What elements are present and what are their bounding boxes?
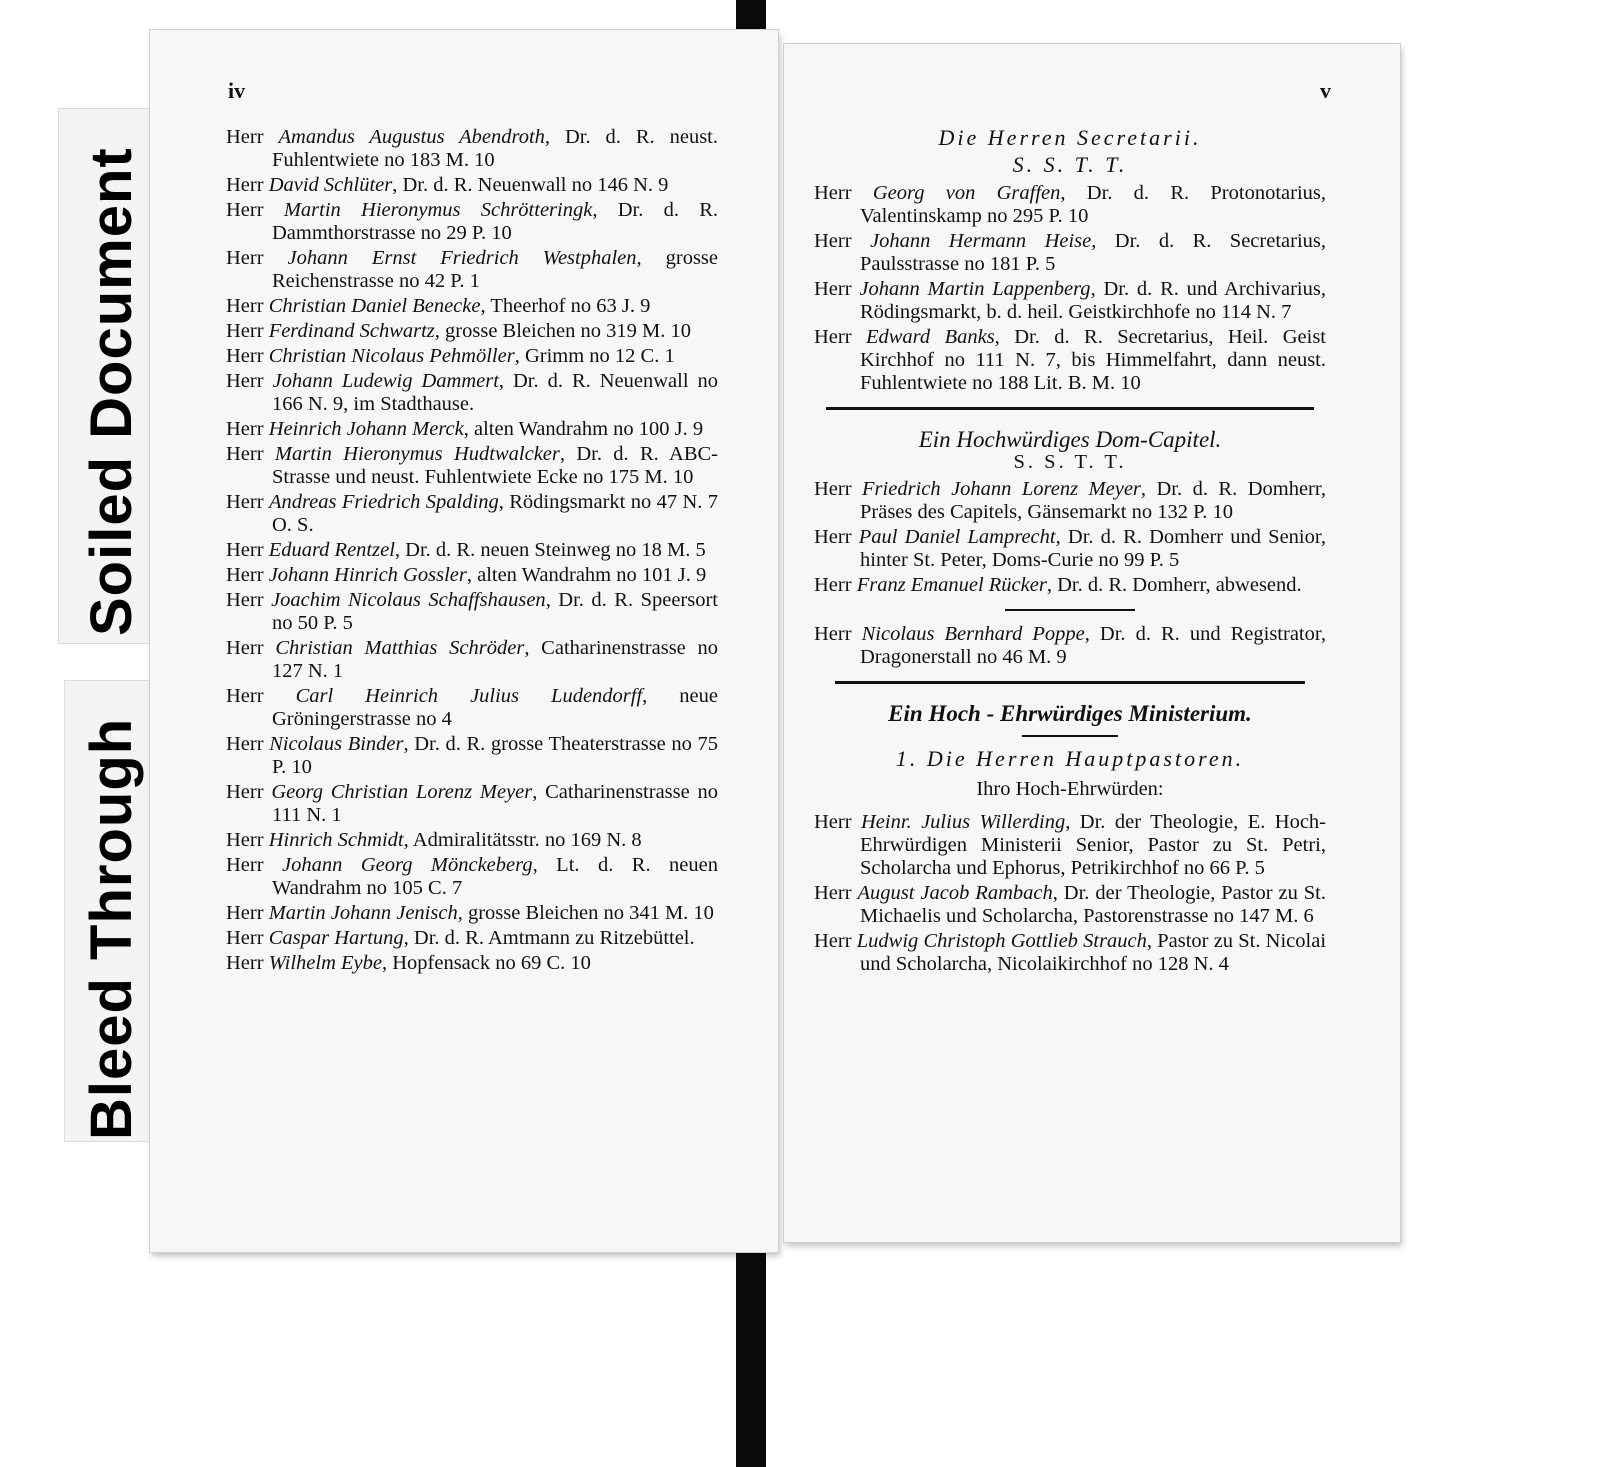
entry-details: , Dr. d. R. neuen Steinweg no 18 M. 5 xyxy=(394,539,706,561)
directory-entry xyxy=(226,829,718,852)
entry-name: Ludwig Christoph Gottlieb Strauch xyxy=(856,930,1147,952)
right-page-number: v xyxy=(1320,78,1331,103)
entry-details: , Dr. d. R. grosse Theaterstrasse no 75 P. 10 xyxy=(272,733,719,778)
hauptpastoren-title: 1. Die Herren Hauptpastoren. xyxy=(895,746,1245,771)
entry-prefix: Herr xyxy=(226,126,264,148)
entry-name: David Schlüter xyxy=(268,174,393,196)
domcapitel-subheading: S. S. T. T. xyxy=(1013,451,1127,473)
directory-entry xyxy=(814,930,1326,976)
entry-name: Edward Banks xyxy=(865,326,995,348)
binding-strip-bottom xyxy=(736,1250,766,1467)
domcapitel-entries xyxy=(814,478,1326,597)
entry-name: Wilhelm Eybe xyxy=(268,952,382,974)
entry-details: , grosse Bleichen no 319 M. 10 xyxy=(434,320,692,342)
entry-prefix: Herr xyxy=(814,278,852,300)
entry-name: Georg von Graffen xyxy=(872,182,1061,204)
entry-name: Johann Ludewig Dammert xyxy=(272,370,499,392)
directory-entry xyxy=(814,230,1326,276)
entry-details: , neue Gröningerstrasse no 4 xyxy=(272,685,719,730)
directory-entry xyxy=(814,182,1326,228)
entry-prefix: Herr xyxy=(814,882,852,904)
directory-entry xyxy=(226,491,718,537)
entry-details: , alten Wandrahm no 101 J. 9 xyxy=(466,564,707,586)
directory-entry xyxy=(226,418,718,441)
entry-prefix: Herr xyxy=(226,927,264,949)
secretarii-entries xyxy=(814,182,1326,395)
entry-details: , Dr. der Theologie, E. Hoch-Ehrwürdigen Ministerii Senior, Pastor zu St. Petri, Scholarcha und Ephorus, Petrikirchhof no 66 P. 5 xyxy=(860,811,1327,879)
entry-details: , Dr. d. R. Neuenwall no 146 N. 9 xyxy=(392,174,669,196)
entry-prefix: Herr xyxy=(226,637,264,659)
hauptpastoren-entries xyxy=(814,811,1326,976)
entry-details: , Theerhof no 63 J. 9 xyxy=(480,295,651,317)
side-label-soiled-document: Soiled Document xyxy=(79,147,144,636)
entry-prefix: Herr xyxy=(226,952,264,974)
directory-entry xyxy=(814,811,1326,880)
entry-prefix: Herr xyxy=(226,295,264,317)
entry-prefix: Herr xyxy=(226,564,264,586)
right-content xyxy=(814,126,1326,978)
entry-details: , Dr. d. R. Secretarius, Paulsstrasse no 181 P. 5 xyxy=(860,230,1326,275)
entry-name: Johann Martin Lappenberg xyxy=(859,278,1091,300)
section-divider-2 xyxy=(835,681,1305,684)
entry-prefix: Herr xyxy=(226,418,264,440)
entry-name: Ferdinand Schwartz xyxy=(268,320,435,342)
directory-entry xyxy=(226,345,718,368)
entry-prefix: Herr xyxy=(226,247,264,269)
section-divider-1 xyxy=(826,407,1314,410)
entry-name: Eduard Rentzel xyxy=(268,539,395,561)
entry-details: , Lt. d. R. neuen Wandrahm no 105 C. 7 xyxy=(272,854,718,899)
entry-name: Hinrich Schmidt xyxy=(268,829,404,851)
entry-name: Martin Hieronymus Schrötteringk xyxy=(283,199,593,221)
ministerium-heading: Ein Hoch - Ehrwürdiges Ministerium. xyxy=(888,701,1252,726)
directory-entry xyxy=(226,370,718,416)
entry-prefix: Herr xyxy=(226,829,264,851)
directory-entry xyxy=(226,685,718,731)
entry-details: , Dr. d. R. und Registrator, Dragonerstall no 46 M. 9 xyxy=(860,623,1327,668)
secretarii-subheading: S. S. T. T. xyxy=(1012,152,1128,177)
entry-name: Martin Hieronymus Hudtwalcker xyxy=(274,443,560,465)
directory-entry xyxy=(226,295,718,318)
entry-details: , Dr. d. R. Amtmann zu Ritzebüttel. xyxy=(403,927,695,949)
entry-prefix: Herr xyxy=(226,491,264,513)
directory-entry xyxy=(226,199,718,245)
entry-details: , Dr. d. R. Speersort no 50 P. 5 xyxy=(272,589,719,634)
entry-prefix: Herr xyxy=(226,199,264,221)
entry-name: Andreas Friedrich Spalding xyxy=(268,491,499,513)
right-page xyxy=(784,44,1400,1242)
domcapitel-heading: Ein Hochwürdiges Dom-Capitel. xyxy=(918,427,1222,452)
entry-prefix: Herr xyxy=(226,370,264,392)
entry-name: Heinr. Julius Willerding xyxy=(860,811,1066,833)
entry-prefix: Herr xyxy=(814,623,852,645)
entry-prefix: Herr xyxy=(226,685,264,707)
entry-name: Martin Johann Jenisch xyxy=(268,902,458,924)
short-divider-1 xyxy=(1005,609,1135,611)
left-page-number: iv xyxy=(228,78,246,103)
entry-prefix: Herr xyxy=(226,781,264,803)
entry-details: , Admiralitätsstr. no 169 N. 8 xyxy=(403,829,642,851)
entry-prefix: Herr xyxy=(226,539,264,561)
entry-prefix: Herr xyxy=(814,811,852,833)
directory-entry xyxy=(226,927,718,950)
entry-name: Amandus Augustus Abendroth xyxy=(278,126,545,148)
entry-prefix: Herr xyxy=(814,182,852,204)
entry-prefix: Herr xyxy=(814,930,852,952)
entry-details: , grosse Reichenstrasse no 42 P. 1 xyxy=(272,247,718,292)
entry-name: Heinrich Johann Merck xyxy=(268,418,464,440)
salutation: Ihro Hoch-Ehrwürden: xyxy=(976,778,1164,800)
directory-entry xyxy=(226,564,718,587)
entry-name: Nicolaus Bernhard Poppe xyxy=(861,623,1085,645)
directory-entry xyxy=(814,623,1326,669)
entry-details: , Hopfensack no 69 C. 10 xyxy=(381,952,591,974)
entry-name: Franz Emanuel Rücker xyxy=(856,574,1047,596)
directory-entry xyxy=(814,574,1326,597)
directory-entry xyxy=(814,526,1326,572)
secretarii-heading: Die Herren Secretarii. xyxy=(938,125,1202,150)
entry-name: Joachim Nicolaus Schaffshausen xyxy=(271,589,546,611)
entry-prefix: Herr xyxy=(814,326,852,348)
entry-details: , grosse Bleichen no 341 M. 10 xyxy=(457,902,714,924)
entry-details: , Catharinenstrasse no 111 N. 1 xyxy=(272,781,718,826)
left-page xyxy=(150,30,778,1252)
entry-prefix: Herr xyxy=(226,320,264,342)
directory-entry xyxy=(814,326,1326,395)
entry-details: , Dr. d. R. ABC-Strasse und neust. Fuhlentwiete Ecke no 175 M. 10 xyxy=(272,443,718,488)
entry-details: , Grimm no 12 C. 1 xyxy=(514,345,675,367)
entry-details: , Rödingsmarkt no 47 N. 7 O. S. xyxy=(272,491,719,536)
left-entry-list xyxy=(226,126,718,977)
entry-name: Friedrich Johann Lorenz Meyer xyxy=(862,478,1141,500)
directory-entry xyxy=(226,902,718,925)
entry-prefix: Herr xyxy=(814,526,852,548)
entry-details: , Dr. d. R. und Archivarius, Rödingsmarkt, b. d. heil. Geistkirchhofe no 114 N. 7 xyxy=(860,278,1326,323)
entry-name: Johann Hermann Heise xyxy=(869,230,1092,252)
entry-prefix: Herr xyxy=(226,345,264,367)
entry-details: , alten Wandrahm no 100 J. 9 xyxy=(463,418,704,440)
registrator-entry xyxy=(814,623,1326,669)
entry-details: , Dr. d. R. Secretarius, Heil. Geist Kirchhof no 111 N. 7, bis Himmelfahrt, dann neust. Fuhlentwiete no 188 Lit. B. M. 10 xyxy=(860,326,1327,394)
directory-entry xyxy=(226,952,718,975)
entry-name: Paul Daniel Lamprecht xyxy=(858,526,1056,548)
entry-prefix: Herr xyxy=(814,478,852,500)
directory-entry xyxy=(226,589,718,635)
entry-details: , Dr. d. R. neust. Fuhlentwiete no 183 M. 10 xyxy=(272,126,719,171)
entry-prefix: Herr xyxy=(226,902,264,924)
entry-prefix: Herr xyxy=(814,230,852,252)
directory-entry xyxy=(814,278,1326,324)
entry-name: Christian Matthias Schröder xyxy=(275,637,525,659)
entry-prefix: Herr xyxy=(226,443,264,465)
directory-entry xyxy=(226,443,718,489)
directory-entry xyxy=(226,733,718,779)
entry-name: Johann Hinrich Gossler xyxy=(268,564,467,586)
entry-prefix: Herr xyxy=(814,574,852,596)
entry-prefix: Herr xyxy=(226,733,264,755)
directory-entry xyxy=(226,126,718,172)
entry-name: Johann Georg Mönckeberg xyxy=(282,854,533,876)
directory-entry xyxy=(814,478,1326,524)
directory-entry xyxy=(226,174,718,197)
entry-name: Caspar Hartung xyxy=(268,927,404,949)
entry-name: Nicolaus Binder xyxy=(269,733,404,755)
entry-details: , Dr. d. R. Domherr und Senior, hinter St. Peter, Doms-Curie no 99 P. 5 xyxy=(860,526,1327,571)
entry-details: , Dr. d. R. Dammthorstrasse no 29 P. 10 xyxy=(272,199,719,244)
entry-details: , Dr. der Theologie, Pastor zu St. Michaelis und Scholarcha, Pastorenstrasse no 147 M. 6 xyxy=(860,882,1327,927)
entry-name: Johann Ernst Friedrich Westphalen xyxy=(287,247,637,269)
entry-details: , Dr. d. R. Neuenwall no 166 N. 9, im Stadthause. xyxy=(272,370,718,415)
directory-entry xyxy=(226,781,718,827)
entry-details: , Pastor zu St. Nicolai und Scholarcha, Nicolaikirchhof no 128 N. 4 xyxy=(860,930,1327,975)
entry-name: Carl Heinrich Julius Ludendorff xyxy=(295,685,643,707)
entry-prefix: Herr xyxy=(226,589,264,611)
entry-name: Christian Daniel Benecke xyxy=(268,295,481,317)
entry-prefix: Herr xyxy=(226,854,264,876)
directory-entry xyxy=(226,539,718,562)
entry-details: , Dr. d. R. Protonotarius, Valentinskamp no 295 P. 10 xyxy=(860,182,1326,227)
entry-name: Georg Christian Lorenz Meyer xyxy=(271,781,533,803)
short-divider-2 xyxy=(1022,735,1118,737)
directory-entry xyxy=(814,882,1326,928)
entry-prefix: Herr xyxy=(226,174,264,196)
side-label-bleed-through: Bleed Through xyxy=(79,717,144,1140)
directory-entry xyxy=(226,247,718,293)
entry-name: August Jacob Rambach xyxy=(857,882,1053,904)
directory-entry xyxy=(226,854,718,900)
entry-details: , Dr. d. R. Domherr, abwesend. xyxy=(1046,574,1302,596)
directory-entry xyxy=(226,637,718,683)
directory-entry xyxy=(226,320,718,343)
entry-details: , Catharinenstrasse no 127 N. 1 xyxy=(272,637,719,682)
entry-details: , Dr. d. R. Domherr, Präses des Capitels, Gänsemarkt no 132 P. 10 xyxy=(860,478,1327,523)
entry-name: Christian Nicolaus Pehmöller xyxy=(268,345,515,367)
